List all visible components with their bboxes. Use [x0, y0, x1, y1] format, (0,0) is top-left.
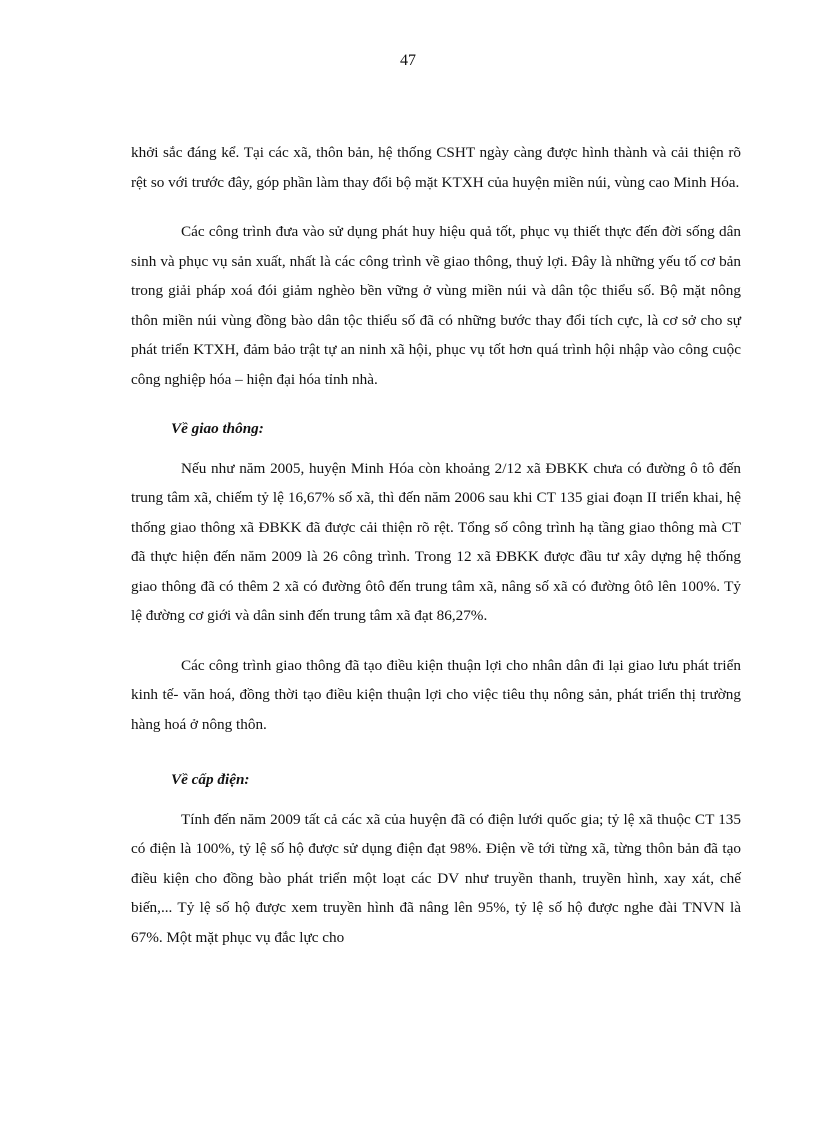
- section-heading-transport: Về giao thông:: [171, 420, 264, 437]
- paragraph-electricity-stats: Tính đến năm 2009 tất cả các xã của huyện đã có điện lưới quốc gia; tỷ lệ xã thuộc CT 135 có điện là 100%, tỷ lệ số hộ được sử dụng điện đạt 98%. Điện về tới từng xã, từng thôn bản đã tạo điều kiện cho đồng bào phát triển một loạt các DV như truyền thanh, truyền hình, xay xát, chế biến,... Tỷ lệ số hộ được xem truyền hình đã nâng lên 95%, tỷ lệ số hộ được nghe đài TNVN là 67%. Một mặt phục vụ đắc lực cho: [131, 810, 741, 946]
- paragraph-transport-stats: Nếu như năm 2005, huyện Minh Hóa còn khoảng 2/12 xã ĐBKK chưa có đường ô tô đến trung tâm xã, chiếm tỷ lệ 16,67% số xã, thì đến năm 2006 sau khi CT 135 giai đoạn II triển khai, hệ thống giao thông xã ĐBKK đã được cải thiện rõ rệt. Tổng số công trình hạ tầng giao thông mà CT đã thực hiện đến năm 2009 là 26 công trình. Trong 12 xã ĐBKK được đầu tư xây dựng hệ thống giao thông đã có thêm 2 xã có đường ôtô đến trung tâm xã, nâng số xã có đường ôtô lên 100%. Tỷ lệ đường cơ giới và dân sinh đến trung tâm xã đạt 86,27%.: [131, 459, 741, 624]
- paragraph-transport-benefits: Các công trình giao thông đã tạo điều kiện thuận lợi cho nhân dân đi lại giao lưu phát triển kinh tế- văn hoá, đồng thời tạo điều kiện thuận lợi cho việc tiêu thụ nông sản, phát triển thị trường hàng hoá ở nông thôn.: [131, 656, 741, 733]
- document-body: [131, 138, 741, 972]
- section-heading-electricity: Về cấp điện:: [171, 771, 250, 788]
- paragraph-infrastructure-effects: Các công trình đưa vào sử dụng phát huy hiệu quả tốt, phục vụ thiết thực đến đời sống dân sinh và phục vụ sản xuất, nhất là các công trình về giao thông, thuỷ lợi. Đây là những yếu tố cơ bản trong giải pháp xoá đói giảm nghèo bền vững ở vùng miền núi và dân tộc thiểu số. Bộ mặt nông thôn miền núi vùng đồng bào dân tộc thiểu số đã có những bước thay đổi tích cực, là cơ sở cho sự phát triển KTXH, đảm bảo trật tự an ninh xã hội, phục vụ tốt hơn quá trình hội nhập vào công cuộc công nghiệp hóa – hiện đại hóa tỉnh nhà.: [131, 223, 741, 388]
- paragraph-intro-continuation: khởi sắc đáng kể. Tại các xã, thôn bản, hệ thống CSHT ngày càng được hình thành và cải thiện rõ rệt so với trước đây, góp phần làm thay đổi bộ mặt KTXH của huyện miền núi, vùng cao Minh Hóa.: [131, 144, 741, 191]
- page-number: 47: [400, 52, 416, 69]
